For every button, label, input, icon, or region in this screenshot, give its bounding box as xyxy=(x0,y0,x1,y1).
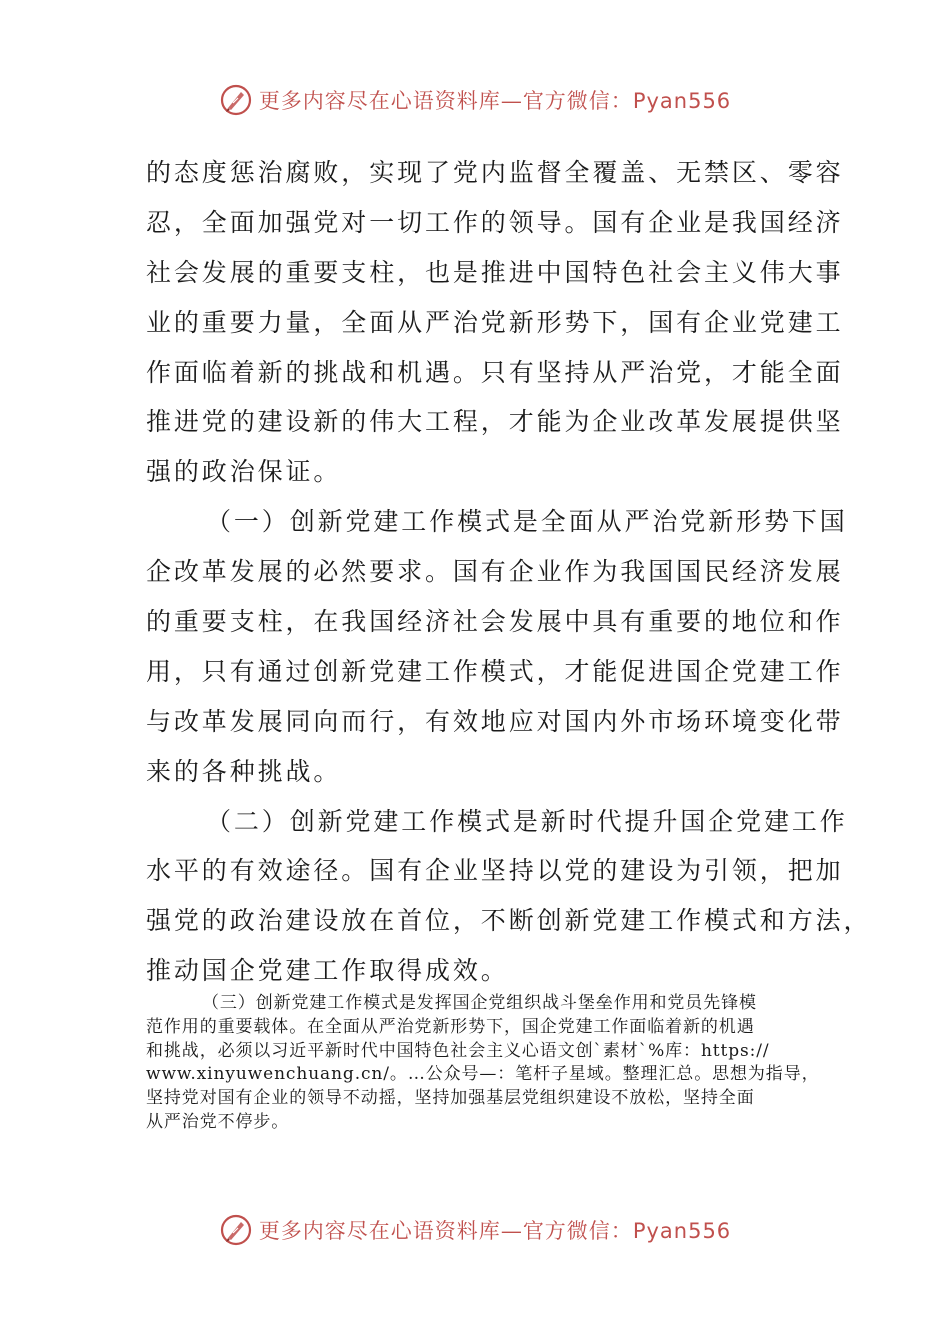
quill-pen-logo-icon xyxy=(219,1213,253,1247)
body-line: 的态度惩治腐败，实现了党内监督全覆盖、无禁区、零容 xyxy=(146,158,844,187)
body-line: 作面临着新的挑战和机遇。只有坚持从严治党，才能全面 xyxy=(146,357,844,387)
banner-text xyxy=(259,85,731,115)
banner-text xyxy=(259,1215,731,1245)
body-line: （一）创新党建工作模式是全面从严治党新形势下国 xyxy=(206,507,848,537)
body-line: 强党的政治建设放在首位，不断创新党建工作模式和方法， xyxy=(146,906,872,936)
small-line: 和挑战，必须以习近平新时代中国特色社会主义心语文创`素材`%库：https:// xyxy=(146,1040,770,1061)
wechat-label: 官方微信： xyxy=(522,89,633,113)
brand-text: 更多内容尽在心语资料库 xyxy=(258,1219,501,1243)
body-line: 业的重要力量，全面从严治党新形势下，国有企业党建工 xyxy=(146,307,844,337)
body-line: 的重要支柱，在我国经济社会发展中具有重要的地位和作 xyxy=(146,607,844,637)
quill-pen-logo-icon xyxy=(219,83,253,117)
small-line: www.xinyuwenchuang.cn/。…公众号—：笔杆子星域。整理汇总。思想为指导， xyxy=(146,1064,820,1085)
header-banner xyxy=(0,80,950,120)
body-line: 忍，全面加强党对一切工作的领导。国有企业是我国经济 xyxy=(146,207,844,237)
brand-text: 更多内容尽在心语资料库 xyxy=(258,89,501,113)
body-line: 企改革发展的必然要求。国有企业作为我国国民经济发展 xyxy=(146,557,844,587)
small-line: 坚持党对国有企业的领导不动摇，坚持加强基层党组织建设不放松，坚持全面 xyxy=(146,1088,755,1109)
wechat-id: Pyan556 xyxy=(632,89,732,113)
banner-dash: — xyxy=(500,89,523,113)
body-line: （二）创新党建工作模式是新时代提升国企党建工作 xyxy=(206,806,848,836)
small-line: 从严治党不停步。 xyxy=(146,1111,290,1132)
body-line: 用，只有通过创新党建工作模式，才能促进国企党建工作 xyxy=(146,656,844,686)
body-line: 与改革发展同向而行，有效地应对国内外市场环境变化带 xyxy=(146,706,844,736)
body-line: 来的各种挑战。 xyxy=(146,756,342,786)
body-line: 强的政治保证。 xyxy=(146,457,342,487)
footer-banner xyxy=(0,1210,950,1250)
main-body-text xyxy=(146,148,872,996)
wechat-id: Pyan556 xyxy=(632,1219,732,1243)
banner-dash: — xyxy=(500,1219,523,1243)
body-line: 推进党的建设新的伟大工程，才能为企业改革发展提供坚 xyxy=(146,407,844,437)
small-paragraph xyxy=(146,992,820,1135)
body-line: 社会发展的重要支柱，也是推进中国特色社会主义伟大事 xyxy=(146,257,844,287)
body-line: 推动国企党建工作取得成效。 xyxy=(146,956,509,986)
wechat-label: 官方微信： xyxy=(522,1219,633,1243)
small-line: （三）创新党建工作模式是发挥国企党组织战斗堡垒作用和党员先锋模 xyxy=(202,993,757,1013)
small-line: 范作用的重要载体。在全面从严治党新形势下，国企党建工作面临着新的机遇 xyxy=(146,1016,755,1037)
body-line: 水平的有效途径。国有企业坚持以党的建设为引领，把加 xyxy=(146,856,844,886)
